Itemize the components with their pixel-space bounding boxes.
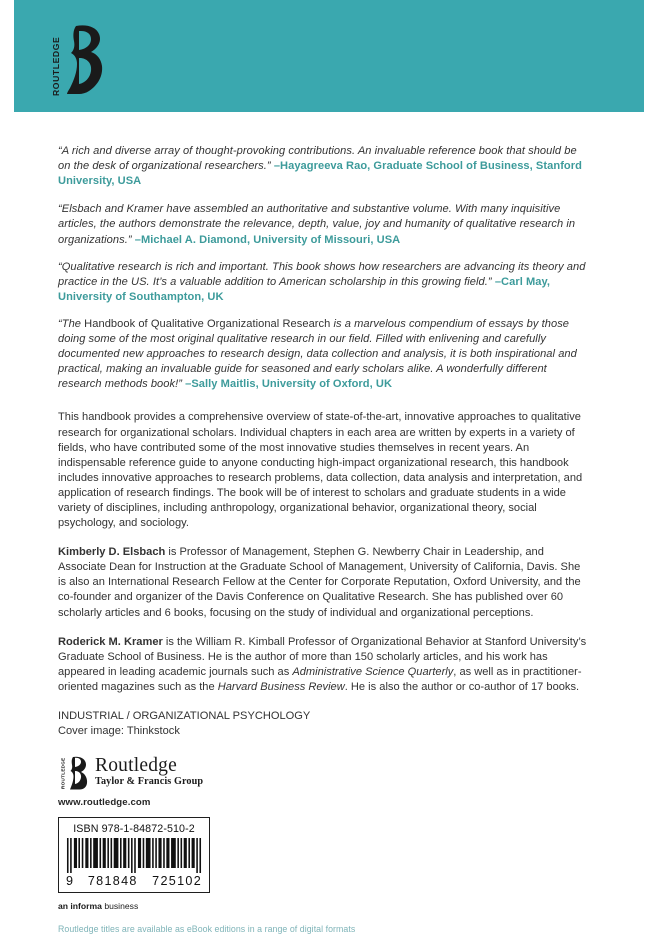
endorsement-text-3: “Qualitative research is rich and important. This book shows how researchers are advancing its theory and practice in the US. It’s a valuable addition to American scholarship in this growing field.” <box>58 260 586 288</box>
magazine-title-hbr: Harvard Business Review <box>217 680 345 693</box>
publisher-logo <box>58 755 588 791</box>
editor-bio-elsbach <box>58 545 588 620</box>
editor-name-kramer: Roderick M. Kramer <box>58 635 163 648</box>
journal-title-asq: Administrative Science Quarterly <box>292 665 454 678</box>
barcode-digit-group-left: 781848 <box>87 874 138 889</box>
cover-image-credit: Cover image: Thinkstock <box>58 725 180 738</box>
editor-bio-text-kramer-2: , as well as in practitioner-oriented magazines such as the <box>58 665 582 693</box>
publisher-name: Routledge <box>95 755 177 777</box>
endorsement-text-2: “Elsbach and Kramer have assembled an authoritative and substantive volume. With many inquisitive articles, the authors demonstrate the relevance, depth, value, joy and humanity of qualitative research in organizations.” <box>58 203 576 246</box>
endorsement-attribution-3: –Carl May, University of Southampton, UK <box>58 275 551 303</box>
endorsement-text-4-lead: “The <box>58 317 85 330</box>
barcode-digits <box>65 874 203 888</box>
routledge-logo-vertical-icon <box>46 22 108 98</box>
barcode-bars-icon <box>65 838 203 873</box>
endorsement-attribution-2: –Michael A. Diamond, University of Missouri, USA <box>134 233 401 246</box>
publisher-imprint: Taylor & Francis Group <box>95 776 204 788</box>
isbn-barcode-block <box>58 817 210 893</box>
svg-text:ROUTLEDGE: ROUTLEDGE <box>51 36 61 96</box>
endorsement-attribution-1: –Hayagreeva Rao, Graduate School of Business, Stanford University, USA <box>58 160 582 188</box>
editor-bio-kramer <box>58 635 588 695</box>
svg-text:ROUTLEDGE: ROUTLEDGE <box>60 757 66 790</box>
routledge-logo-footer-icon <box>58 755 88 791</box>
book-description: This handbook provides a comprehensive overview of state-of-the-art, innovative approaches to qualitative research for organizational scholars. Individual chapters in each area are written by experts in a variety of fields, who have contributed some of the most innovative studies themselves in recent years. An indispensable reference guide to anyone conducting high-impact organizational research, this handbook includes innovative approaches to research problems, data collection, data analysis and interpretation, and application of research findings. The book will be of interest to scholars and graduate students in a wide variety of disciplines, including anthropology, organizational behavior, organizational theory, social psychology, and sociology. <box>58 411 583 530</box>
publisher-website[interactable]: www.routledge.com <box>58 797 151 809</box>
editor-bio-text-kramer-3: . He is also the author or co-author of 17 books. <box>344 680 580 693</box>
endorsement-book-title: Handbook of Qualitative Organizational Research <box>84 317 331 330</box>
informa-regular: business <box>101 901 139 912</box>
header-teal-band <box>14 0 644 112</box>
endorsement-attribution-4: –Sally Maitlis, University of Oxford, UK <box>185 378 393 391</box>
back-cover-content <box>58 133 588 934</box>
endorsement-text-4-rest: is a marvelous compendium of essays by those doing some of the most original qualitative research in our field. Filled with enlivening and carefully documented new approaches to research design, data collection and analysis, it is both inspirational and practical, making an invaluable guide for seasoned and early scholars alike. A wonderfully different research methods book!” <box>58 317 577 391</box>
editor-bio-text-kramer-1: is the William R. Kimball Professor of Organizational Behavior at Stanford University’s Graduate School of Business. He is the author of more than 150 scholarly articles, and his work has appeared in leading academic journals such as <box>58 635 587 678</box>
endorsement-text-1: “A rich and diverse array of thought-provoking contributions. An invaluable reference book that should be on the desk of organizational researchers.” <box>58 145 577 173</box>
informa-business-line <box>58 901 588 911</box>
informa-bold: an informa <box>58 901 102 912</box>
endorsement-quote-2 <box>58 202 588 247</box>
publisher-wordmark <box>95 755 203 788</box>
barcode-digit-leading: 9 <box>66 874 74 889</box>
endorsement-quote-1 <box>58 144 588 189</box>
publication-meta <box>58 709 588 739</box>
editor-bio-text-elsbach: is Professor of Management, Stephen G. Newberry Chair in Leadership, and Associate Dean for Instruction at the Graduate School of Management, University of California, Davis. She is also an International Research Fellow at the Center for Corporate Reputation, Oxford University, and the co-founder and organizer of the Davis Conference on Qualitative Research. She has published over 60 scholarly articles and 6 books, focusing on the study of individual and organizational perceptions. <box>58 546 581 619</box>
endorsement-quote-4 <box>58 317 588 392</box>
subject-category: INDUSTRIAL / ORGANIZATIONAL PSYCHOLOGY <box>58 710 311 722</box>
isbn-label: ISBN 978-1-84872-510-2 <box>73 823 195 836</box>
ebook-availability-note: Routledge titles are available as eBook editions in a range of digital formats <box>58 924 356 934</box>
endorsement-quote-3 <box>58 260 588 305</box>
barcode-digit-group-right: 725102 <box>152 874 202 889</box>
editor-name-elsbach: Kimberly D. Elsbach <box>58 546 166 559</box>
